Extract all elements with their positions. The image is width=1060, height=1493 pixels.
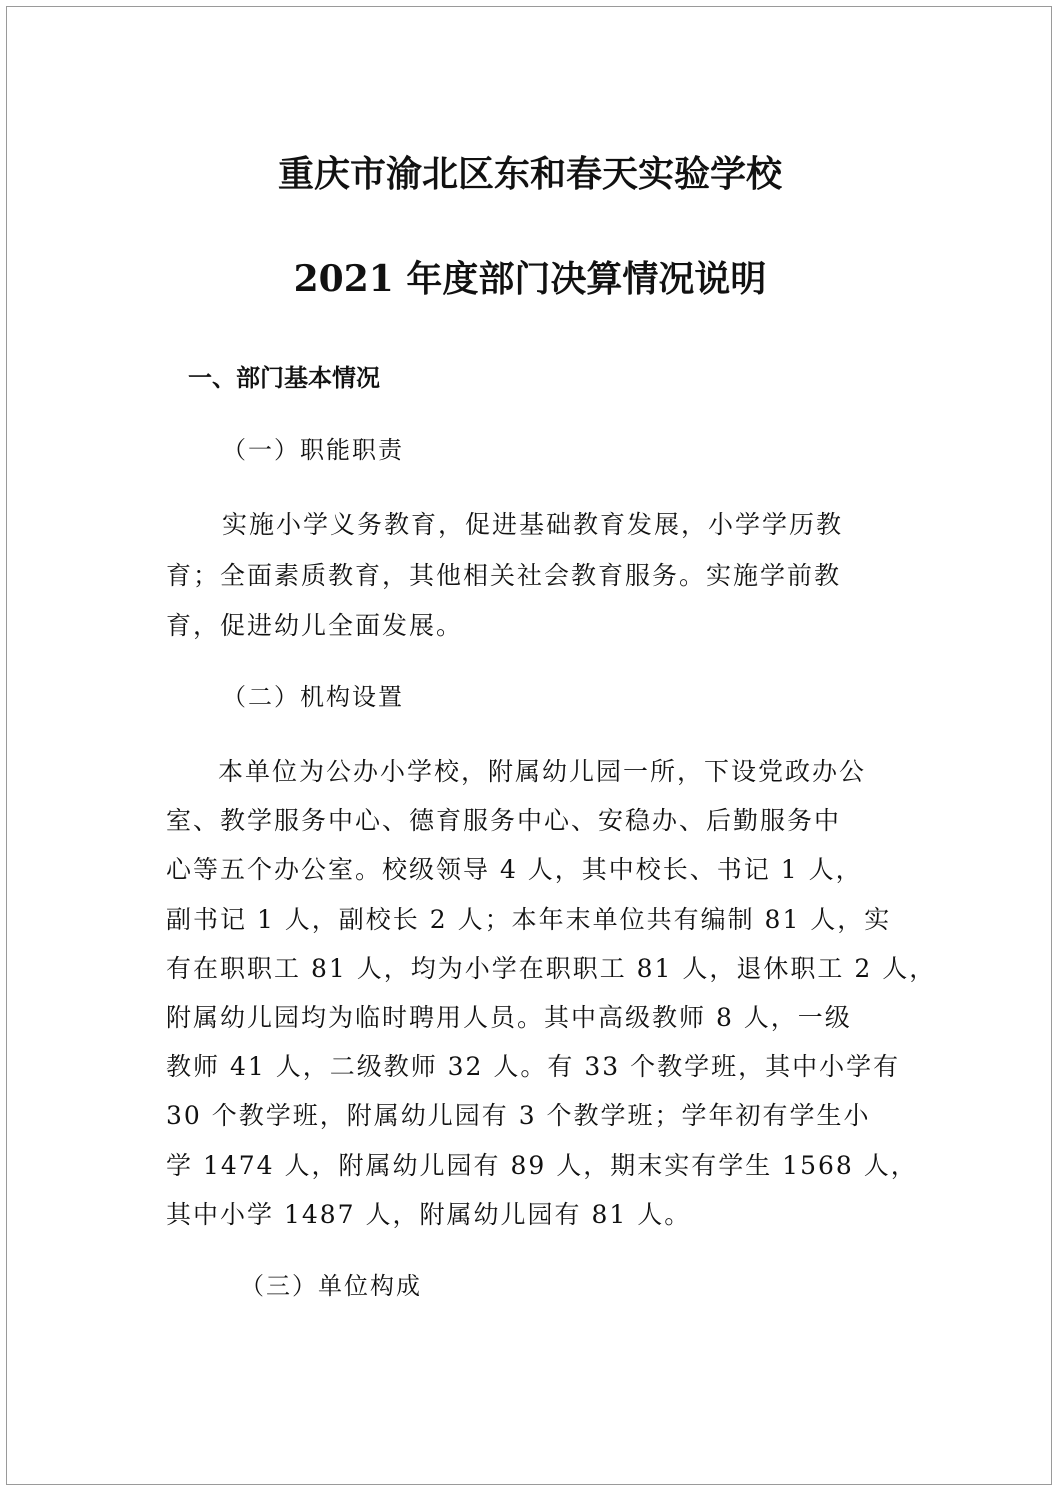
subsection-heading-composition: （三）单位构成 (240, 1272, 422, 1300)
paragraph-line: 30 个教学班，附属幼儿园有 3 个教学班；学年初有学生小 (166, 1101, 871, 1130)
paragraph-line: 副书记 1 人，副校长 2 人；本年末单位共有编制 81 人，实 (166, 905, 892, 934)
document-title-line1: 重庆市渝北区东和春天实验学校 (277, 153, 782, 195)
paragraph-line: 育；全面素质教育，其他相关社会教育服务。实施学前教 (166, 561, 842, 590)
paragraph-line: 育，促进幼儿全面发展。 (166, 611, 464, 640)
paragraph-line: 室、教学服务中心、德育服务中心、安稳办、后勤服务中 (166, 806, 842, 835)
document-page (6, 6, 1052, 1485)
paragraph-line: 心等五个办公室。校级领导 4 人，其中校长、书记 1 人， (166, 855, 863, 884)
paragraph-line: 教师 41 人，二级教师 32 人。有 33 个教学班，其中小学有 (166, 1052, 901, 1081)
paragraph-line: 其中小学 1487 人，附属幼儿园有 81 人。 (166, 1200, 692, 1229)
paragraph-line: 实施小学义务教育，促进基础教育发展，小学学历教 (222, 510, 844, 539)
document-title-line2: 2021 年度部门决算情况说明 (293, 258, 767, 300)
paragraph-line: 附属幼儿园均为临时聘用人员。其中高级教师 8 人，一级 (166, 1003, 852, 1032)
section-heading-basic-info: 一、部门基本情况 (188, 363, 380, 392)
subsection-heading-functions: （一）职能职责 (222, 436, 404, 464)
paragraph-line: 本单位为公办小学校，附属幼儿园一所，下设党政办公 (218, 757, 867, 786)
subsection-heading-organization: （二）机构设置 (222, 683, 404, 711)
paragraph-line: 有在职职工 81 人，均为小学在职职工 81 人，退休职工 2 人， (166, 954, 937, 983)
paragraph-line: 学 1474 人，附属幼儿园有 89 人，期末实有学生 1568 人， (166, 1151, 918, 1180)
